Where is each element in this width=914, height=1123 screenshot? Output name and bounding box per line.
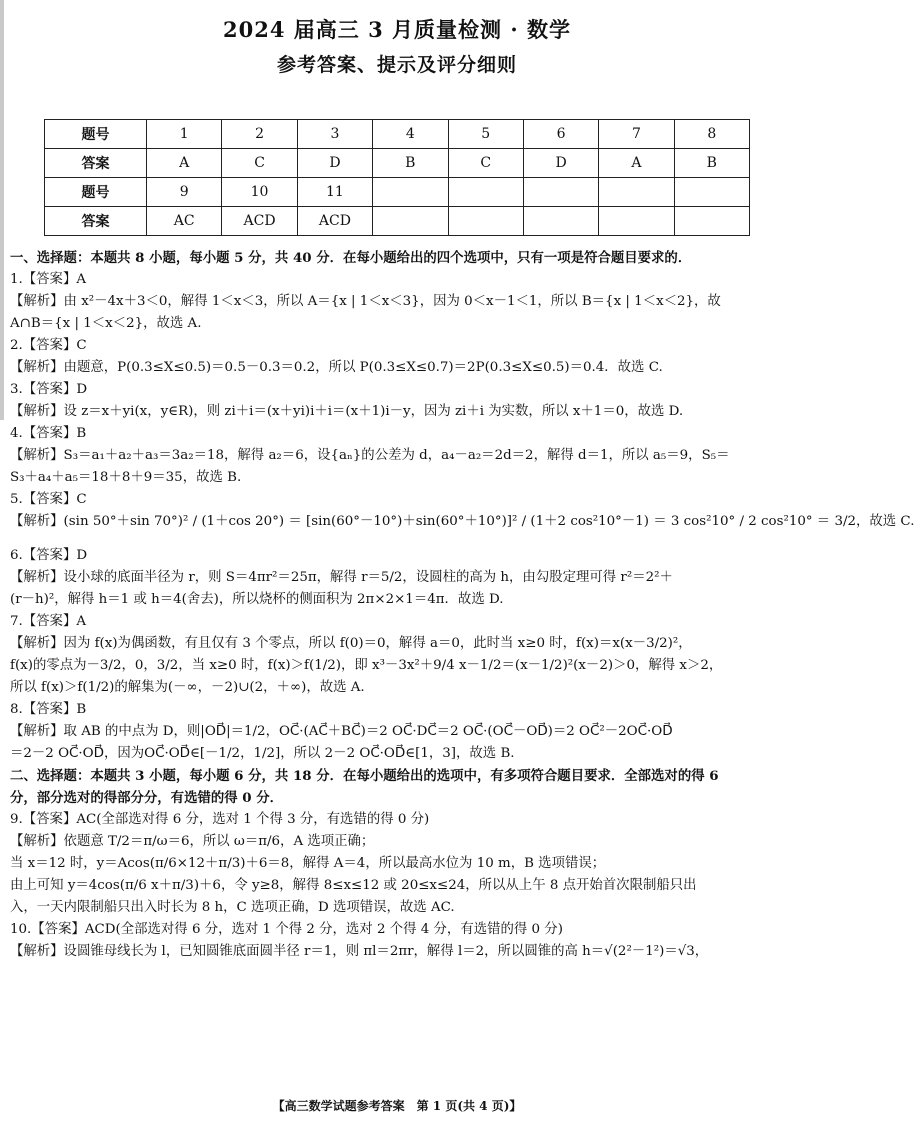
section-heading: 一、选择题：本题共 8 小题，每小题 5 分，共 40 分．在每小题给出的四个选项中，只有一项是符合题目要求的． (10, 250, 692, 266)
answer-table-cell: 11 (297, 178, 372, 207)
solution-line: 3.【答案】D (10, 382, 88, 397)
solution-line: 7.【答案】A (10, 614, 87, 629)
answer-table-row (45, 149, 750, 178)
answer-table-cell (599, 178, 674, 207)
solution-line: 【解析】因为 f(x)为偶函数，有且仅有 3 个零点，所以 f(0)＝0，解得 a＝0，此时当 x≥0 时，f(x)＝x(x－3/2)²， (10, 636, 692, 651)
answer-table-cell (674, 207, 749, 236)
solution-line: 【解析】由 x²－4x＋3＜0，解得 1＜x＜3，所以 A＝{x | 1＜x＜3}，因为 0＜x－1＜1，所以 B＝{x | 1＜x＜2}，故 (10, 294, 721, 309)
answer-table-row (45, 120, 750, 149)
solution-line: S₃＋a₄＋a₅＝18＋8＋9＝35，故选 B. (10, 470, 242, 485)
answer-table-cell: 4 (373, 120, 448, 149)
answer-table-cell (448, 207, 523, 236)
solution-line: (r－h)²，解得 h＝1 或 h＝4(舍去)，所以烧杯的侧面积为 2π×2×1＝4π．故选 D. (10, 592, 504, 607)
solution-line: A∩B＝{x | 1＜x＜2}，故选 A. (10, 316, 202, 331)
solution-line: 【解析】S₃＝a₁＋a₂＋a₃＝3a₂＝18，解得 a₂＝6，设{aₙ}的公差为 d，a₄－a₂＝2d＝2，解得 d＝1，所以 a₅＝9，S₅＝ (10, 448, 730, 463)
solution-line: f(x)的零点为－3/2，0，3/2，当 x≥0 时，f(x)＞f(1/2)，即 x³－3x²＋9/4 x－1/2＝(x－1/2)²(x－2)＞0，解得 x＞2， (10, 658, 723, 673)
answer-table-cell: 9 (147, 178, 222, 207)
answer-table-cell: AC (147, 207, 222, 236)
solution-line: ＝2－2 OC⃗·OD⃗，因为OC⃗·OD⃗∈[－1/2，1/2]，所以 2－2 OC⃗·OD⃗∈[1，3]，故选 B. (10, 746, 515, 761)
solution-line: 所以 f(x)＞f(1/2)的解集为(－∞，－2)∪(2，＋∞)，故选 A. (10, 680, 365, 695)
solution-line: 2.【答案】C (10, 338, 87, 353)
solution-line: 9.【答案】AC(全部选对得 6 分，选对 1 个得 3 分，有选错的得 0 分) (10, 812, 430, 827)
answer-table-header-cell: 题号 (45, 120, 147, 149)
solution-line: 【解析】设 z＝x＋yi(x，y∈R)，则 zi＋i＝(x＋yi)i＋i＝(x＋1)i－y，因为 zi＋i 为实数，所以 x＋1＝0，故选 D. (10, 404, 684, 419)
answer-table-cell (599, 207, 674, 236)
spacer (10, 533, 784, 545)
section-heading: 分，部分选对的得部分分，有选错的得 0 分． (10, 790, 284, 806)
answer-table-cell: A (599, 149, 674, 178)
solution-line: 6.【答案】D (10, 548, 88, 563)
solution-line: 10.【答案】ACD(全部选对得 6 分，选对 1 个得 2 分，选对 2 个得 4 分，有选错的得 0 分) (10, 922, 563, 937)
answer-table-cell: ACD (297, 207, 372, 236)
answer-table-header-cell: 答案 (45, 149, 147, 178)
answer-table-cell: 8 (674, 120, 749, 149)
page-footer: 【高三数学试题参考答案 第 1 页(共 4 页)】 (272, 1099, 522, 1113)
solution-line: 由上可知 y＝4cos(π/6 x＋π/3)＋6，令 y≥8，解得 8≤x≤12 或 20≤x≤24，所以从上午 8 点开始首次限制船只出 (10, 878, 697, 893)
answer-table-cell (373, 207, 448, 236)
answer-table-cell: D (523, 149, 598, 178)
answer-table-cell: 6 (523, 120, 598, 149)
answer-table (44, 119, 750, 236)
answer-table-cell: C (448, 149, 523, 178)
answer-table-header-cell: 答案 (45, 207, 147, 236)
section-heading: 二、选择题：本题共 3 小题，每小题 6 分，共 18 分．在每小题给出的选项中，有多项符合题目要求．全部选对的得 6 (10, 768, 719, 784)
answer-table-cell: B (674, 149, 749, 178)
answer-table-cell (448, 178, 523, 207)
page-title: 2024 届高三 3 月质量检测 · 数学 (223, 17, 571, 42)
answer-table-cell (523, 178, 598, 207)
solution-line: 【解析】取 AB 的中点为 D，则|OD⃗|＝1/2，OC⃗·(AC⃗＋BC⃗)＝2 OC⃗·DC⃗＝2 OC⃗·(OC⃗－OD⃗)＝2 OC⃗²－2OC⃗·OD⃗ (10, 724, 673, 739)
answer-table-cell: 1 (147, 120, 222, 149)
answer-table-cell: 10 (222, 178, 297, 207)
answer-table-cell: B (373, 149, 448, 178)
answer-table-cell: 2 (222, 120, 297, 149)
solution-line: 入，一天内限制船只出入时长为 8 h，C 选项正确，D 选项错误，故选 AC. (10, 900, 455, 915)
solution-line: 【解析】设圆锥母线长为 l，已知圆锥底面圆半径 r＝1，则 πl＝2πr，解得 l＝2，所以圆锥的高 h＝√(2²－1²)＝√3， (10, 944, 709, 959)
answer-table-cell: ACD (222, 207, 297, 236)
answer-table-cell: A (147, 149, 222, 178)
solution-line: 5.【答案】C (10, 492, 87, 507)
answer-table-cell: D (297, 149, 372, 178)
solution-line: 当 x＝12 时，y＝Acos(π/6×12＋π/3)＋6＝8，解得 A＝4，所以最高水位为 10 m，B 选项错误； (10, 856, 606, 871)
solution-line: 【解析】由题意，P(0.3≤X≤0.5)＝0.5－0.3＝0.2，所以 P(0.3≤X≤0.7)＝2P(0.3≤X≤0.5)＝0.4．故选 C. (10, 360, 663, 375)
answer-table-cell (674, 178, 749, 207)
answer-table-header-cell: 题号 (45, 178, 147, 207)
answer-table-cell (523, 207, 598, 236)
answer-table-row (45, 178, 750, 207)
solution-line: 8.【答案】B (10, 702, 87, 717)
answer-table-cell (373, 178, 448, 207)
solutions-body (10, 247, 914, 963)
answer-table-cell: 5 (448, 120, 523, 149)
answer-table-cell: 3 (297, 120, 372, 149)
solution-line: 4.【答案】B (10, 426, 87, 441)
answer-table-cell: 7 (599, 120, 674, 149)
page-subtitle: 参考答案、提示及评分细则 (276, 54, 517, 76)
solution-line: 【解析】设小球的底面半径为 r，则 S＝4πr²＝25π，解得 r＝5/2，设圆柱的高为 h，由勾股定理可得 r²＝2²＋ (10, 570, 673, 585)
solution-line: 【解析】依题意 T/2＝π/ω＝6，所以 ω＝π/6，A 选项正确； (10, 834, 375, 849)
answer-table-row (45, 207, 750, 236)
solution-line: 【解析】(sin 50°＋sin 70°)² / (1＋cos 20°) ＝ [sin(60°－10°)＋sin(60°＋10°)]² / (1＋2 cos²10°－1) ＝ 3 cos²10° / 2 cos²10° ＝ 3/2，故选 C. (10, 514, 914, 529)
answer-table-cell: C (222, 149, 297, 178)
solution-line: 1.【答案】A (10, 272, 87, 287)
